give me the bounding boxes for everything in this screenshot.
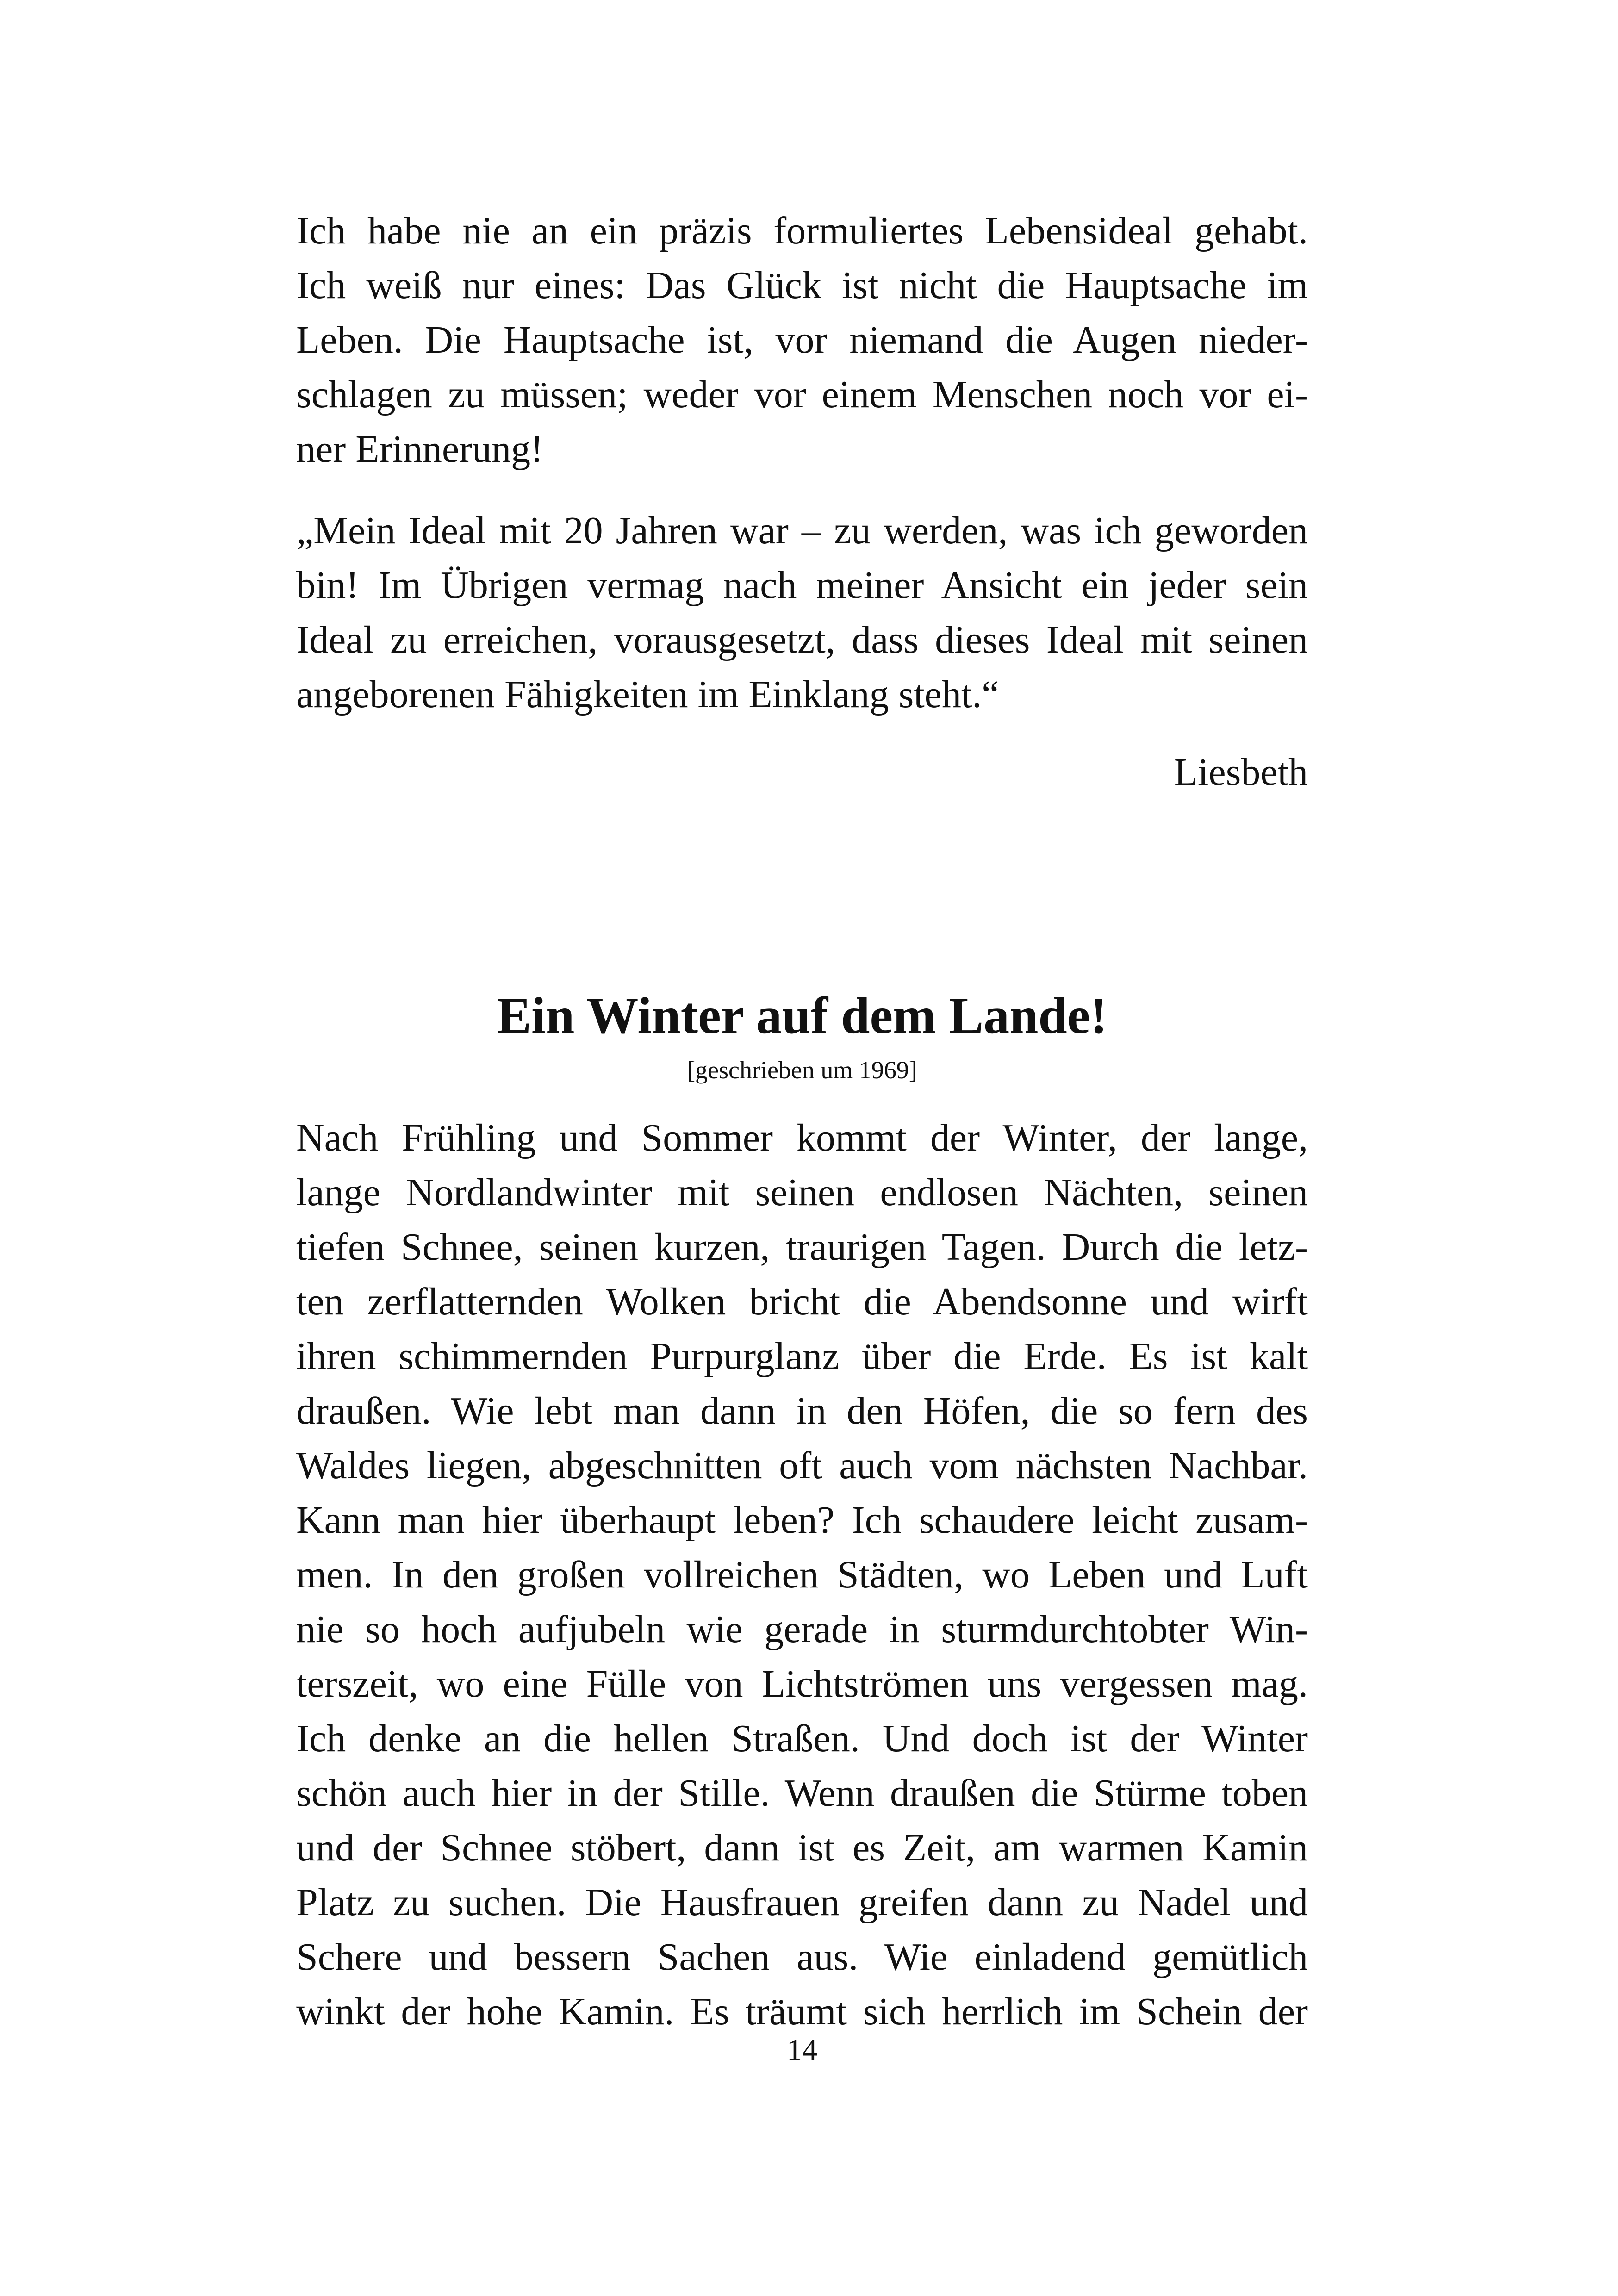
text-line: Ideal zu erreichen, vorausgesetzt, dass dieses Ideal mit seinen <box>296 618 1308 661</box>
text-line: draußen. Wie lebt man dann in den Höfen, die so fern des <box>296 1389 1308 1432</box>
text-line: schön auch hier in der Stille. Wenn draußen die Stürme toben <box>296 1772 1308 1815</box>
text-line: Leben. Die Hauptsache ist, vor niemand die Augen nieder- <box>296 318 1308 361</box>
text-line: Schere und bessern Sachen aus. Wie einladend gemütlich <box>296 1935 1308 1979</box>
text-line: angeborenen Fähigkeiten im Einklang steht.“ <box>296 673 999 716</box>
text-line: schlagen zu müssen; weder vor einem Menschen noch vor ei- <box>296 373 1308 416</box>
paragraph-2-quote <box>296 504 1308 726</box>
paragraph-1 <box>296 204 1308 481</box>
text-line: Ich weiß nur eines: Das Glück ist nicht die Hauptsache im <box>296 264 1308 307</box>
text-line: Waldes liegen, abgeschnitten oft auch vom nächsten Nachbar. <box>296 1444 1308 1487</box>
text-line: Platz zu suchen. Die Hausfrauen greifen dann zu Nadel und <box>296 1881 1308 1924</box>
section-subtitle: [geschrieben um 1969] <box>687 1056 917 1084</box>
signature: Liesbeth <box>1174 751 1308 794</box>
text-line: terszeit, wo eine Fülle von Lichtströmen uns vergessen mag. <box>296 1662 1308 1705</box>
text-line: ihren schimmernden Purpurglanz über die Erde. Es ist kalt <box>296 1335 1308 1378</box>
text-line: „Mein Ideal mit 20 Jahren war – zu werden, was ich geworden <box>296 509 1308 552</box>
text-line: ten zerflatternden Wolken bricht die Abendsonne und wirft <box>296 1280 1308 1323</box>
text-line: und der Schnee stöbert, dann ist es Zeit, am warmen Kamin <box>296 1826 1308 1869</box>
text-line: Ich habe nie an ein präzis formuliertes Lebensideal gehabt. <box>296 209 1308 252</box>
text-line: bin! Im Übrigen vermag nach meiner Ansicht ein jeder sein <box>296 564 1308 607</box>
text-line: Kann man hier überhaupt leben? Ich schaudere leicht zusam- <box>296 1499 1308 1542</box>
page-number: 14 <box>787 2033 817 2067</box>
text-line: nie so hoch aufjubeln wie gerade in sturmdurchtobter Win- <box>296 1608 1308 1651</box>
section-title: Ein Winter auf dem Lande! <box>497 987 1108 1045</box>
text-line: ner Erinnerung! <box>296 428 544 471</box>
text-line: Nach Frühling und Sommer kommt der Winter, der lange, <box>296 1116 1308 1159</box>
text-line: men. In den großen vollreichen Städten, wo Leben und Luft <box>296 1553 1308 1596</box>
text-line: tiefen Schnee, seinen kurzen, traurigen Tagen. Durch die letz- <box>296 1226 1308 1269</box>
text-line: lange Nordlandwinter mit seinen endlosen Nächten, seinen <box>296 1171 1308 1214</box>
text-line: winkt der hohe Kamin. Es träumt sich herrlich im Schein der <box>296 1990 1308 2033</box>
section-body <box>296 1111 1308 2046</box>
text-line: Ich denke an die hellen Straßen. Und doch ist der Winter <box>296 1717 1308 1760</box>
